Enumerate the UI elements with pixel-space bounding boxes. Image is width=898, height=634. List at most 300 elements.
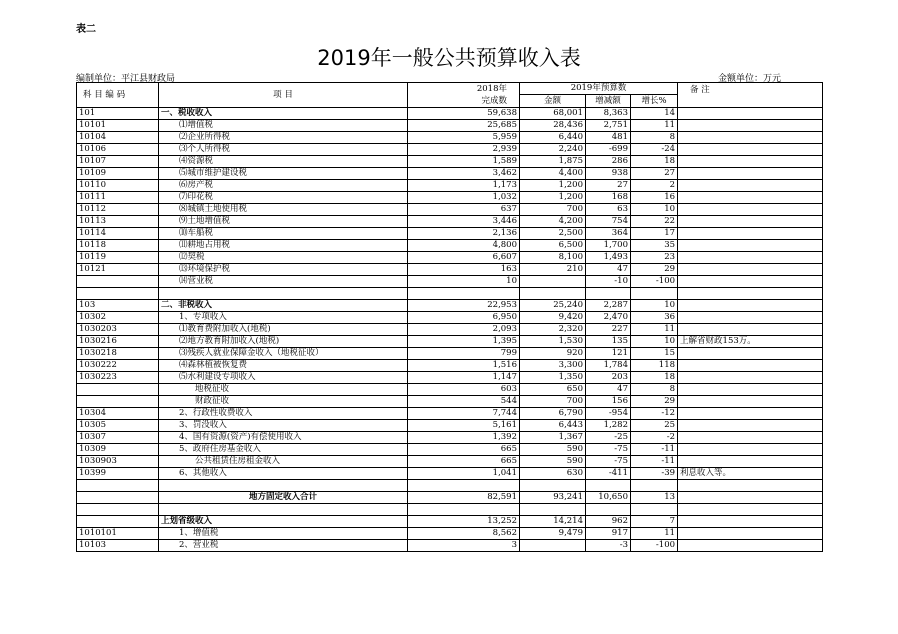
page-title: 2019年一般公共预算收入表	[317, 46, 581, 70]
table-row	[77, 264, 823, 276]
item-name-cell: 2、营业税	[159, 540, 408, 552]
code-cell: 10110	[77, 180, 159, 192]
remark-cell	[678, 216, 823, 228]
growth-cell: -11	[631, 444, 678, 456]
y2018-cell: 22,953	[408, 300, 520, 312]
y2018-cell: 1,589	[408, 156, 520, 168]
table-row	[77, 192, 823, 204]
change-cell: 2,287	[586, 300, 631, 312]
table-row	[77, 228, 823, 240]
y2018-cell	[408, 504, 520, 516]
remark-cell	[678, 516, 823, 528]
change-cell: 27	[586, 180, 631, 192]
remark-cell	[678, 120, 823, 132]
growth-cell: -24	[631, 144, 678, 156]
remark-cell	[678, 540, 823, 552]
table-row	[77, 252, 823, 264]
item-name-cell: ⑺印花税	[159, 192, 408, 204]
growth-cell	[631, 504, 678, 516]
header-remark: 备 注	[678, 83, 823, 108]
amount-cell: 6,500	[520, 240, 586, 252]
code-cell: 10309	[77, 444, 159, 456]
item-name-cell: ⑿契税	[159, 252, 408, 264]
item-name-cell: ⑼土地增值税	[159, 216, 408, 228]
table-row	[77, 540, 823, 552]
amount-cell: 2,500	[520, 228, 586, 240]
growth-cell: 10	[631, 204, 678, 216]
change-cell: 917	[586, 528, 631, 540]
item-name-cell	[159, 504, 408, 516]
item-name-cell: 1、专项收入	[159, 312, 408, 324]
code-cell: 10399	[77, 468, 159, 480]
y2018-cell: 5,161	[408, 420, 520, 432]
growth-cell: 10	[631, 336, 678, 348]
amount-cell: 2,240	[520, 144, 586, 156]
growth-cell: 13	[631, 492, 678, 504]
item-name-cell: ⑴增值税	[159, 120, 408, 132]
remark-cell	[678, 168, 823, 180]
amount-cell: 8,100	[520, 252, 586, 264]
table-row	[77, 324, 823, 336]
amount-cell: 1,200	[520, 192, 586, 204]
item-name-cell: 6、其他收入	[159, 468, 408, 480]
item-name-cell: ⑴教育费附加收入(地税)	[159, 324, 408, 336]
growth-cell: 18	[631, 372, 678, 384]
item-name-cell: ⑵地方教育附加收入(地税)	[159, 336, 408, 348]
remark-cell	[678, 480, 823, 492]
header-item: 项 目	[159, 83, 408, 108]
code-cell: 10103	[77, 540, 159, 552]
y2018-cell: 5,959	[408, 132, 520, 144]
code-cell: 10119	[77, 252, 159, 264]
change-cell: 754	[586, 216, 631, 228]
growth-cell: -11	[631, 456, 678, 468]
amount-cell: 1,875	[520, 156, 586, 168]
table-row	[77, 276, 823, 288]
table-row	[77, 384, 823, 396]
code-cell: 10305	[77, 420, 159, 432]
change-cell: 1,784	[586, 360, 631, 372]
code-cell: 10112	[77, 204, 159, 216]
item-name-cell: 二、非税收入	[159, 300, 408, 312]
y2018-cell: 665	[408, 456, 520, 468]
change-cell: 286	[586, 156, 631, 168]
header-2018	[408, 83, 520, 108]
change-cell	[586, 504, 631, 516]
amount-cell: 6,790	[520, 408, 586, 420]
change-cell: -699	[586, 144, 631, 156]
y2018-cell: 2,136	[408, 228, 520, 240]
code-cell: 1030216	[77, 336, 159, 348]
amount-cell	[520, 540, 586, 552]
y2018-cell: 59,638	[408, 108, 520, 120]
y2018-cell	[408, 288, 520, 300]
remark-cell	[678, 420, 823, 432]
y2018-cell: 544	[408, 396, 520, 408]
table-row	[77, 468, 823, 480]
remark-cell	[678, 132, 823, 144]
y2018-cell: 6,607	[408, 252, 520, 264]
remark-cell: 利息收入等。	[678, 468, 823, 480]
remark-cell	[678, 240, 823, 252]
item-name-cell: 3、罚没收入	[159, 420, 408, 432]
code-cell: 10113	[77, 216, 159, 228]
code-cell	[77, 480, 159, 492]
item-name-cell: ⑹房产税	[159, 180, 408, 192]
growth-cell: -100	[631, 540, 678, 552]
code-cell: 10307	[77, 432, 159, 444]
code-cell	[77, 492, 159, 504]
header-growth: 增长%	[631, 95, 678, 108]
growth-cell: 35	[631, 240, 678, 252]
growth-cell: 29	[631, 264, 678, 276]
change-cell: 47	[586, 384, 631, 396]
y2018-cell: 1,147	[408, 372, 520, 384]
y2018-cell: 1,392	[408, 432, 520, 444]
growth-cell: 14	[631, 108, 678, 120]
code-cell: 1030218	[77, 348, 159, 360]
amount-cell: 1,367	[520, 432, 586, 444]
code-cell: 1030203	[77, 324, 159, 336]
item-name-cell: ⑻城镇土地使用税	[159, 204, 408, 216]
remark-cell	[678, 444, 823, 456]
amount-cell: 590	[520, 444, 586, 456]
amount-cell: 14,214	[520, 516, 586, 528]
change-cell: 10,650	[586, 492, 631, 504]
table-row	[77, 456, 823, 468]
amount-cell: 93,241	[520, 492, 586, 504]
amount-cell: 2,320	[520, 324, 586, 336]
code-cell: 10109	[77, 168, 159, 180]
code-cell: 10302	[77, 312, 159, 324]
change-cell: 8,363	[586, 108, 631, 120]
growth-cell: -39	[631, 468, 678, 480]
item-name-cell: 1、增值税	[159, 528, 408, 540]
growth-cell: -12	[631, 408, 678, 420]
growth-cell: 15	[631, 348, 678, 360]
table-row	[77, 216, 823, 228]
item-name-cell: 地方固定收入合计	[159, 492, 408, 504]
y2018-cell: 7,744	[408, 408, 520, 420]
remark-cell	[678, 144, 823, 156]
table-row	[77, 168, 823, 180]
amount-cell: 210	[520, 264, 586, 276]
change-cell	[586, 480, 631, 492]
y2018-cell: 1,516	[408, 360, 520, 372]
item-name-cell: ⑾耕地占用税	[159, 240, 408, 252]
table-row	[77, 156, 823, 168]
code-cell: 10101	[77, 120, 159, 132]
header-code: 科 目 编 码	[77, 83, 159, 108]
remark-cell	[678, 204, 823, 216]
change-cell: 2,751	[586, 120, 631, 132]
change-cell: 227	[586, 324, 631, 336]
remark-cell	[678, 456, 823, 468]
code-cell: 10121	[77, 264, 159, 276]
header-amount: 金额	[520, 95, 586, 108]
table-row	[77, 204, 823, 216]
y2018-cell: 1,041	[408, 468, 520, 480]
amount-cell: 650	[520, 384, 586, 396]
item-name-cell: 5、政府住房基金收入	[159, 444, 408, 456]
remark-cell	[678, 252, 823, 264]
growth-cell: 17	[631, 228, 678, 240]
item-name-cell: 上划省级收入	[159, 516, 408, 528]
table-row	[77, 288, 823, 300]
table-row	[77, 444, 823, 456]
growth-cell	[631, 288, 678, 300]
amount-cell: 68,001	[520, 108, 586, 120]
table-row	[77, 144, 823, 156]
table-row	[77, 480, 823, 492]
y2018-cell: 1,173	[408, 180, 520, 192]
remark-cell	[678, 372, 823, 384]
amount-cell: 6,443	[520, 420, 586, 432]
item-name-cell: ⑸城市维护建设税	[159, 168, 408, 180]
item-name-cell: 一、税收收入	[159, 108, 408, 120]
amount-cell: 1,530	[520, 336, 586, 348]
remark-cell	[678, 528, 823, 540]
amount-cell: 4,400	[520, 168, 586, 180]
remark-cell	[678, 492, 823, 504]
amount-cell: 25,240	[520, 300, 586, 312]
code-cell	[77, 504, 159, 516]
remark-cell	[678, 108, 823, 120]
item-name-cell: ⑶个人所得税	[159, 144, 408, 156]
code-cell: 10111	[77, 192, 159, 204]
change-cell: -411	[586, 468, 631, 480]
item-name-cell	[159, 288, 408, 300]
growth-cell: 22	[631, 216, 678, 228]
code-cell: 10304	[77, 408, 159, 420]
amount-cell: 630	[520, 468, 586, 480]
change-cell: -75	[586, 444, 631, 456]
growth-cell: 7	[631, 516, 678, 528]
remark-cell	[678, 360, 823, 372]
table-row	[77, 120, 823, 132]
item-name-cell: 地税征收	[159, 384, 408, 396]
y2018-cell: 163	[408, 264, 520, 276]
item-name-cell: ⑵企业所得税	[159, 132, 408, 144]
item-name-cell: ⑶残疾人就业保障金收入（地税征收）	[159, 348, 408, 360]
item-name-cell: ⑷资源税	[159, 156, 408, 168]
table-row	[77, 132, 823, 144]
y2018-cell: 25,685	[408, 120, 520, 132]
change-cell: 121	[586, 348, 631, 360]
amount-cell: 700	[520, 396, 586, 408]
y2018-cell: 665	[408, 444, 520, 456]
change-cell: 481	[586, 132, 631, 144]
remark-cell	[678, 312, 823, 324]
item-name-cell: 4、国有资源(资产)有偿使用收入	[159, 432, 408, 444]
code-cell: 1030222	[77, 360, 159, 372]
growth-cell: 11	[631, 324, 678, 336]
y2018-cell: 799	[408, 348, 520, 360]
change-cell: 47	[586, 264, 631, 276]
remark-cell	[678, 156, 823, 168]
code-cell: 10114	[77, 228, 159, 240]
table-row	[77, 432, 823, 444]
item-name-cell	[159, 480, 408, 492]
header-change: 增减额	[586, 95, 631, 108]
code-cell	[77, 288, 159, 300]
remark-cell	[678, 300, 823, 312]
remark-cell: 上解省财政153万。	[678, 336, 823, 348]
code-cell	[77, 384, 159, 396]
item-name-cell: ⒁营业税	[159, 276, 408, 288]
y2018-cell: 1,395	[408, 336, 520, 348]
growth-cell: 25	[631, 420, 678, 432]
change-cell: 156	[586, 396, 631, 408]
y2018-cell: 13,252	[408, 516, 520, 528]
table-row	[77, 336, 823, 348]
code-cell: 10118	[77, 240, 159, 252]
compiling-unit: 编制单位：平江县财政局	[76, 74, 176, 84]
y2018-cell: 2,093	[408, 324, 520, 336]
table-row	[77, 240, 823, 252]
table-row	[77, 492, 823, 504]
item-name-cell: ⑸水利建设专项收入	[159, 372, 408, 384]
y2018-cell: 8,562	[408, 528, 520, 540]
table-row	[77, 108, 823, 120]
growth-cell: -2	[631, 432, 678, 444]
table-row	[77, 180, 823, 192]
code-cell: 10107	[77, 156, 159, 168]
code-cell: 1030223	[77, 372, 159, 384]
y2018-cell: 3,446	[408, 216, 520, 228]
remark-cell	[678, 324, 823, 336]
amount-cell: 920	[520, 348, 586, 360]
change-cell: 1,493	[586, 252, 631, 264]
code-cell	[77, 276, 159, 288]
remark-cell	[678, 348, 823, 360]
y2018-cell: 2,939	[408, 144, 520, 156]
growth-cell: 2	[631, 180, 678, 192]
change-cell: -3	[586, 540, 631, 552]
amount-cell: 700	[520, 204, 586, 216]
change-cell: 938	[586, 168, 631, 180]
y2018-cell: 3,462	[408, 168, 520, 180]
change-cell: 168	[586, 192, 631, 204]
y2018-cell: 637	[408, 204, 520, 216]
growth-cell: 10	[631, 300, 678, 312]
remark-cell	[678, 288, 823, 300]
amount-cell: 1,350	[520, 372, 586, 384]
remark-cell	[678, 384, 823, 396]
amount-cell	[520, 276, 586, 288]
item-name-cell: ⒀环境保护税	[159, 264, 408, 276]
growth-cell: -100	[631, 276, 678, 288]
change-cell: 1,282	[586, 420, 631, 432]
change-cell: 203	[586, 372, 631, 384]
y2018-cell: 4,800	[408, 240, 520, 252]
remark-cell	[678, 180, 823, 192]
amount-cell: 9,420	[520, 312, 586, 324]
growth-cell: 36	[631, 312, 678, 324]
growth-cell: 8	[631, 132, 678, 144]
amount-cell: 3,300	[520, 360, 586, 372]
remark-cell	[678, 276, 823, 288]
item-name-cell: ⑽车船税	[159, 228, 408, 240]
table-row	[77, 504, 823, 516]
header-2018-line1: 2018年	[476, 84, 507, 94]
change-cell: 2,470	[586, 312, 631, 324]
y2018-cell: 10	[408, 276, 520, 288]
amount-cell: 28,436	[520, 120, 586, 132]
change-cell: 962	[586, 516, 631, 528]
item-name-cell: 财政征收	[159, 396, 408, 408]
change-cell: -75	[586, 456, 631, 468]
change-cell: 1,700	[586, 240, 631, 252]
remark-cell	[678, 264, 823, 276]
amount-unit: 金额单位：万元	[718, 74, 782, 84]
growth-cell	[631, 480, 678, 492]
table-row	[77, 528, 823, 540]
amount-cell	[520, 480, 586, 492]
amount-cell	[520, 504, 586, 516]
table-row	[77, 516, 823, 528]
table-row	[77, 348, 823, 360]
growth-cell: 16	[631, 192, 678, 204]
amount-cell: 1,200	[520, 180, 586, 192]
growth-cell: 23	[631, 252, 678, 264]
amount-cell	[520, 288, 586, 300]
change-cell: -954	[586, 408, 631, 420]
item-name-cell: 2、行政性收费收入	[159, 408, 408, 420]
y2018-cell: 1,032	[408, 192, 520, 204]
code-cell: 1010101	[77, 528, 159, 540]
y2018-cell: 3	[408, 540, 520, 552]
growth-cell: 11	[631, 528, 678, 540]
growth-cell: 118	[631, 360, 678, 372]
growth-cell: 8	[631, 384, 678, 396]
amount-cell: 4,200	[520, 216, 586, 228]
header-2018-line2: 完成数	[481, 96, 507, 106]
code-cell	[77, 516, 159, 528]
growth-cell: 18	[631, 156, 678, 168]
y2018-cell: 603	[408, 384, 520, 396]
header-row-1	[77, 83, 823, 95]
remark-cell	[678, 396, 823, 408]
item-name-cell: ⑷森林植被恢复费	[159, 360, 408, 372]
table-row	[77, 396, 823, 408]
change-cell: -25	[586, 432, 631, 444]
code-cell: 101	[77, 108, 159, 120]
amount-cell: 6,440	[520, 132, 586, 144]
change-cell	[586, 288, 631, 300]
change-cell: 135	[586, 336, 631, 348]
table-row	[77, 372, 823, 384]
y2018-cell	[408, 480, 520, 492]
code-cell: 103	[77, 300, 159, 312]
sheet-tag: 表二	[76, 24, 96, 35]
code-cell	[77, 396, 159, 408]
header-budget-2019: 2019年预算数	[520, 83, 678, 95]
y2018-cell: 6,950	[408, 312, 520, 324]
budget-revenue-table	[76, 82, 823, 552]
change-cell: 63	[586, 204, 631, 216]
table-row	[77, 420, 823, 432]
remark-cell	[678, 432, 823, 444]
y2018-cell: 82,591	[408, 492, 520, 504]
growth-cell: 29	[631, 396, 678, 408]
growth-cell: 11	[631, 120, 678, 132]
remark-cell	[678, 408, 823, 420]
change-cell: 364	[586, 228, 631, 240]
amount-cell: 590	[520, 456, 586, 468]
code-cell: 10104	[77, 132, 159, 144]
change-cell: -10	[586, 276, 631, 288]
